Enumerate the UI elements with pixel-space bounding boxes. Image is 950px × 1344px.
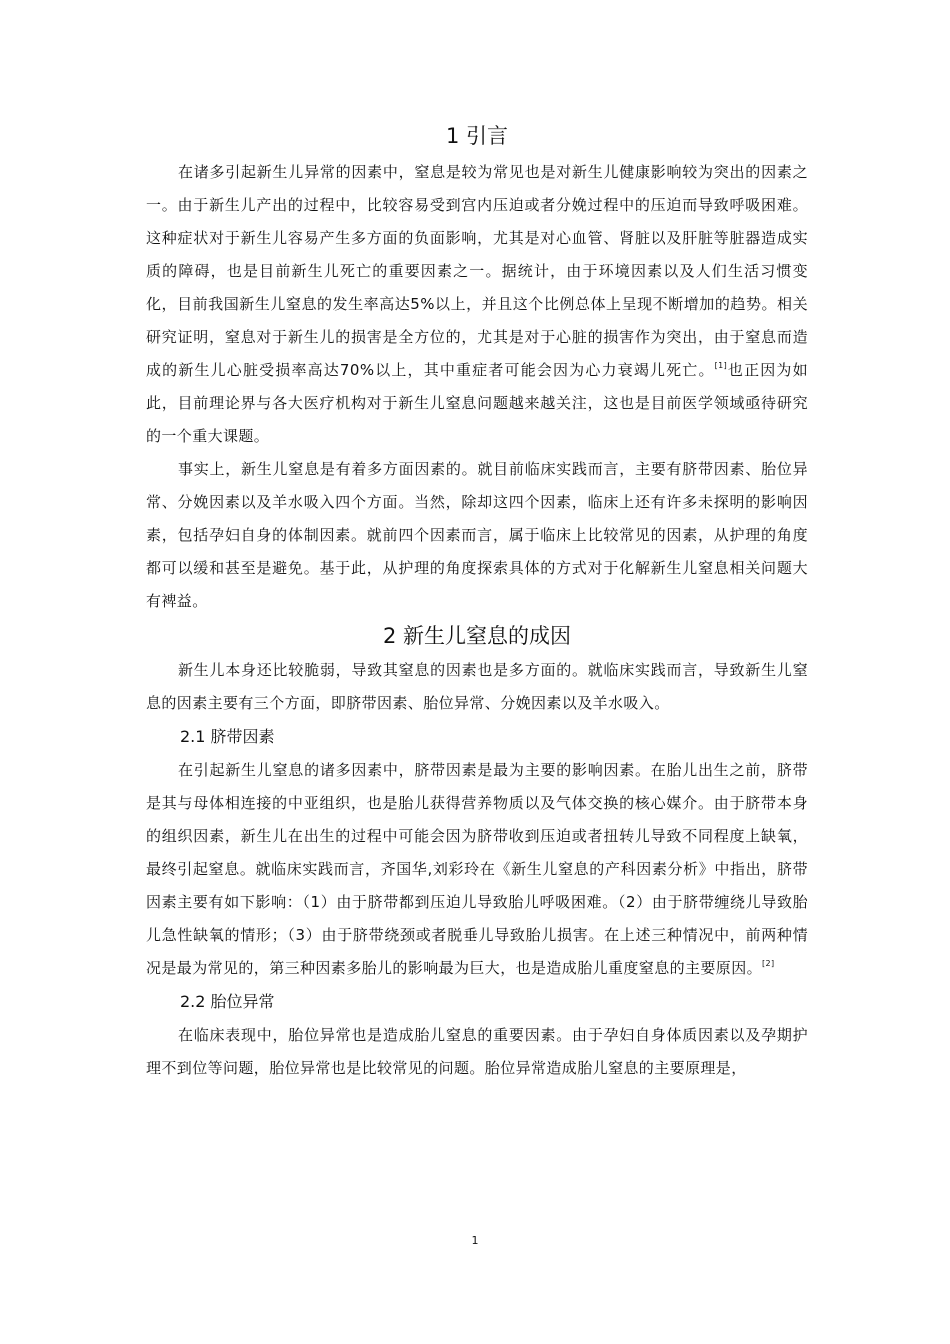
section-heading-introduction: 1 引言 [445,124,509,148]
paragraph-text: 在诸多引起新生儿异常的因素中，窒息是较为常见也是对新生儿健康影响较为突出的因素之一。由于新生儿产出的过程中，比较容易受到宫内压迫或者分娩过程中的压迫而导致呼吸困难。这种症状对于新生儿容易产生多方面的负面影响，尤其是对心血管、肾脏以及肝脏等脏器造成实质的障碍，也是目前新生儿死亡的重要因素之一。据统计，由于环境因素以及人们生活习惯变化，目前我国新生儿窒息的发生率高达5%以上，并且这个比例总体上呈现不断增加的趋势。相关研究证明，窒息对于新生儿的损害是全方位的，尤其是对于心脏的损害作为突出，由于窒息而造成的新生儿心脏受损率高达70%以上，其中重症者可能会因为心力衰竭儿死亡。 [146,163,808,379]
paragraph-introduction-1 [146,156,808,453]
paragraph-text: 在引起新生儿窒息的诸多因素中，脐带因素是最为主要的影响因素。在胎儿出生之前，脐带是其与母体相连接的中亚组织，也是胎儿获得营养物质以及气体交换的核心媒介。由于脐带本身的组织因素，新生儿在出生的过程中可能会因为脐带收到压迫或者扭转儿导致不同程度上缺氧，最终引起窒息。就临床实践而言，齐国华,刘彩玲在《新生儿窒息的产科因素分析》中指出，脐带因素主要有如下影响：（1）由于脐带都到压迫儿导致胎儿呼吸困难。（2）由于脐带缠绕儿导致胎儿急性缺氧的情形；（3）由于脐带绕颈或者脱垂儿导致胎儿损害。在上述三种情况中，前两种情况是最为常见的，第三种因素多胎儿的影响最为巨大，也是造成胎儿重度窒息的主要原因。 [146,761,808,977]
paragraph-umbilical [146,754,808,985]
subsection-heading-fetal-position: 2.2 胎位异常 [180,992,275,1011]
paragraph-text: 也正因为如此，目前理论界与各大医疗机构对于新生儿窒息问题越来越关注，这也是目前医学领域亟待研究的一个重大课题。 [146,361,808,445]
citation-ref: [2] [762,959,775,968]
subsection-heading-umbilical: 2.1 脐带因素 [180,727,275,746]
paragraph-fetal-position: 在临床表现中，胎位异常也是造成胎儿窒息的重要因素。由于孕妇自身体质因素以及孕期护理不到位等问题，胎位异常也是比较常见的问题。胎位异常造成胎儿窒息的主要原理是， [146,1026,808,1077]
paragraph-causes-intro: 新生儿本身还比较脆弱，导致其窒息的因素也是多方面的。就临床实践而言，导致新生儿窒息的因素主要有三个方面，即脐带因素、胎位异常、分娩因素以及羊水吸入。 [146,661,808,712]
page-number: 1 [471,1234,479,1247]
citation-ref: [1] [714,361,728,370]
page-body [146,120,808,1085]
section-heading-causes: 2 新生儿窒息的成因 [382,624,572,648]
paragraph-introduction-2: 事实上，新生儿窒息是有着多方面因素的。就目前临床实践而言，主要有脐带因素、胎位异常、分娩因素以及羊水吸入四个方面。当然，除却这四个因素，临床上还有许多未探明的影响因素，包括孕妇自身的体制因素。就前四个因素而言，属于临床上比较常见的因素，从护理的角度都可以缓和甚至是避免。基于此，从护理的角度探索具体的方式对于化解新生儿窒息相关问题大有裨益。 [146,460,808,610]
